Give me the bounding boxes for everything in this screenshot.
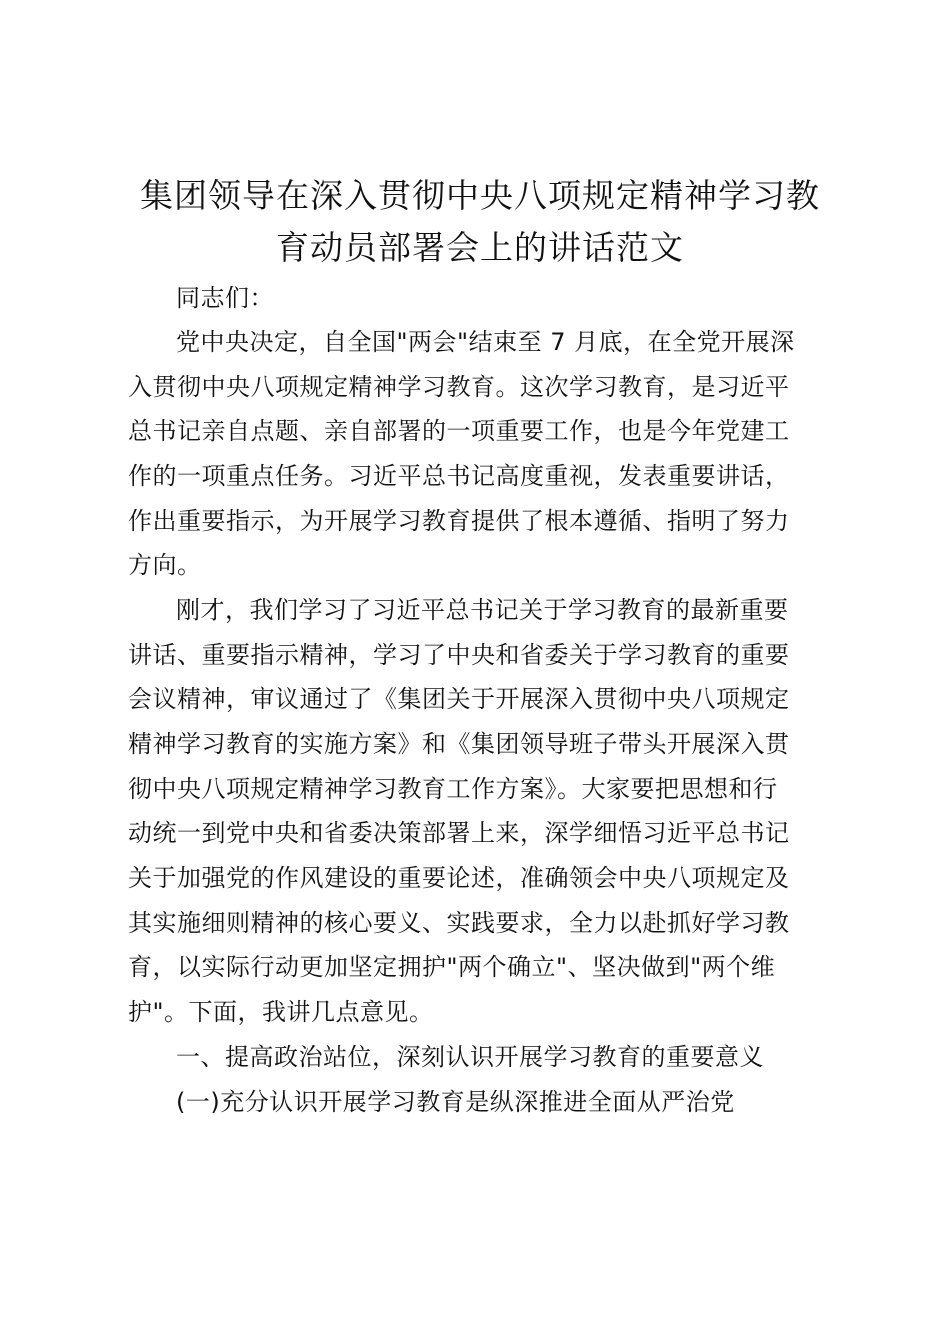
paragraph-2-line-7: 关于加强党的作风建设的重要论述，准确领会中央八项规定及 [128,864,790,892]
subsection-heading-1: (一)充分认识开展学习教育是纵深推进全面从严治党 [176,1088,735,1116]
title-line-1: 集团领导在深入贯彻中央八项规定精神学习教 [140,176,820,215]
section-heading-1: 一、提高政治站位，深刻认识开展学习教育的重要意义 [176,1043,764,1071]
paragraph-1-line-2: 入贯彻中央八项规定精神学习教育。这次学习教育，是习近平 [128,373,790,401]
paragraph-1-line-6: 方向。 [128,551,202,579]
paragraph-1-line-4: 作的一项重点任务。习近平总书记高度重视，发表重要讲话， [128,462,790,490]
paragraph-2-line-4: 精神学习教育的实施方案》和《集团领导班子带头开展深入贯 [128,730,790,758]
paragraph-1-line-5: 作出重要指示，为开展学习教育提供了根本遵循、指明了努力 [128,507,790,535]
title-line-2: 育动员部署会上的讲话范文 [276,228,684,267]
paragraph-2-line-8: 其实施细则精神的核心要义、实践要求，全力以赴抓好学习教 [128,909,790,937]
paragraph-1-line-1: 党中央决定，自全国"两会"结束至 7 月底，在全党开展深 [176,328,795,356]
paragraph-2-line-3: 会议精神，审议通过了《集团关于开展深入贯彻中央八项规定 [128,685,790,713]
paragraph-2-line-10: 护"。下面，我讲几点意见。 [128,998,434,1026]
paragraph-2-line-1: 刚才，我们学习了习近平总书记关于学习教育的最新重要 [176,596,789,624]
paragraph-1-line-3: 总书记亲自点题、亲自部署的一项重要工作，也是今年党建工 [128,417,790,445]
document-title [110,170,850,274]
paragraph-2-line-2: 讲话、重要指示精神，学习了中央和省委关于学习教育的重要 [128,641,790,669]
paragraph-2-line-5: 彻中央八项规定精神学习教育工作方案》。大家要把思想和行 [128,775,778,803]
paragraph-2-line-9: 育，以实际行动更加坚定拥护"两个确立"、坚决做到"两个维 [128,953,776,981]
paragraph-2-line-6: 动统一到党中央和省委决策部署上来，深学细悟习近平总书记 [128,819,790,847]
salutation: 同志们： [176,284,274,312]
